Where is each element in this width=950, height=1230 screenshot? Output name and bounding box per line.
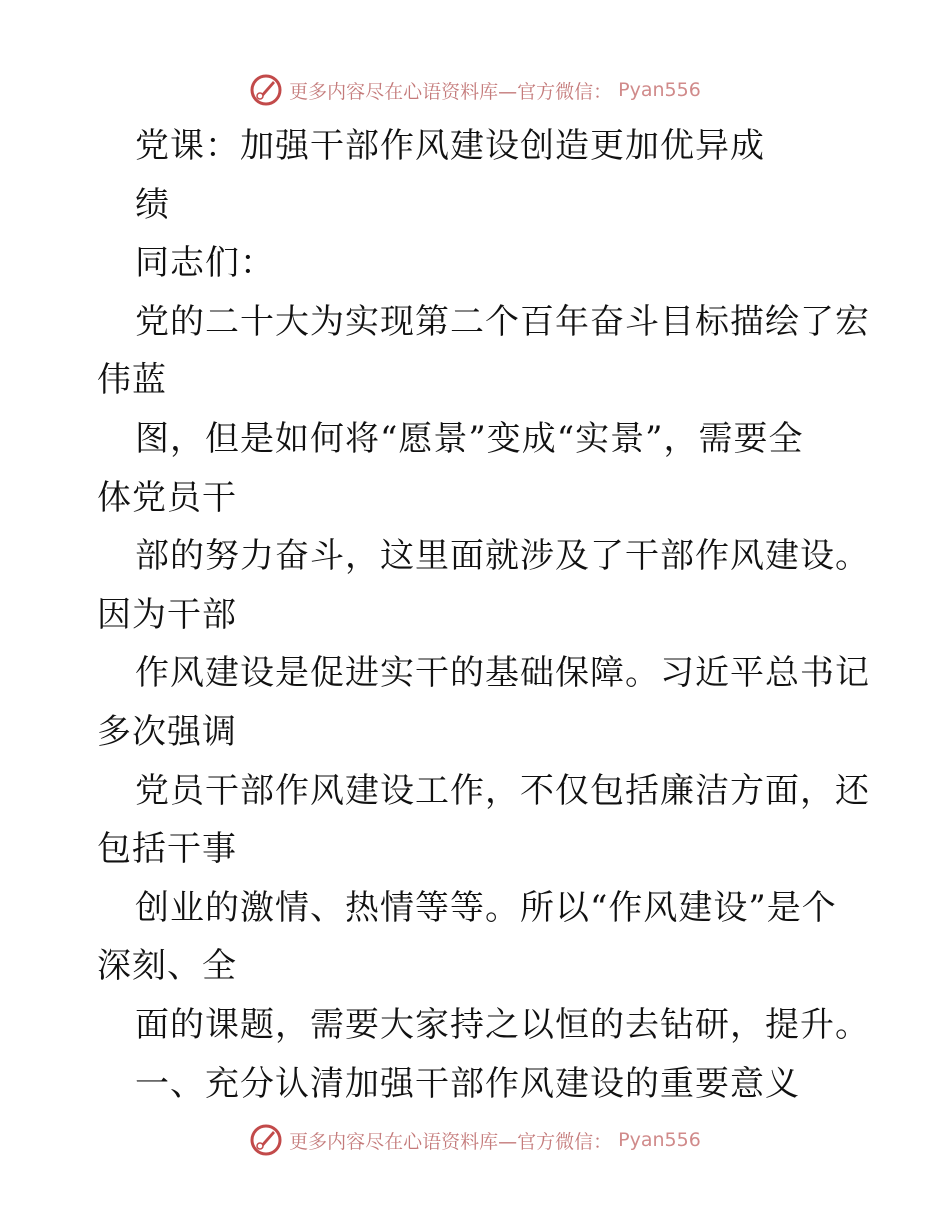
footer-watermark [0, 1120, 950, 1160]
text-line: 党课：加强干部作风建设创造更加优异成 [135, 126, 765, 166]
watermark-wechat-id: Pyan556 [618, 1129, 701, 1151]
text-line: 多次强调 [97, 711, 237, 752]
quill-seal-icon [249, 1123, 283, 1157]
text-line: 体党员干 [97, 477, 237, 518]
text-line: 部的努力奋斗，这里面就涉及了干部作风建设。 [135, 536, 870, 577]
text-line: 深刻、全 [97, 946, 237, 987]
text-line: 同志们： [135, 243, 275, 284]
quill-seal-icon [249, 73, 283, 107]
text-line: 党的二十大为实现第二个百年奋斗目标描绘了宏 [135, 301, 870, 342]
text-line: 党员干部作风建设工作，不仅包括廉洁方面，还 [135, 770, 870, 811]
header-watermark [0, 70, 950, 110]
text-line: 作风建设是促进实干的基础保障。习近平总书记 [135, 653, 870, 694]
text-line: 绩 [135, 184, 170, 225]
watermark-wechat-id: Pyan556 [618, 79, 701, 101]
text-line: 创业的激情、热情等等。所以“作风建设”是个 [135, 887, 837, 928]
watermark-text: 更多内容尽在心语资料库—官方微信： [289, 1130, 613, 1153]
text-line: 一、充分认清加强干部作风建设的重要意义 [135, 1063, 800, 1104]
document-body [97, 117, 870, 1113]
text-line: 因为干部 [97, 594, 237, 635]
text-line: 包括干事 [97, 829, 237, 870]
watermark-text: 更多内容尽在心语资料库—官方微信： [289, 80, 613, 103]
text-line: 伟蓝 [97, 360, 167, 401]
text-line: 图，但是如何将“愿景”变成“实景”，需要全 [135, 418, 804, 459]
text-line: 面的课题，需要大家持之以恒的去钻研，提升。 [135, 1004, 870, 1045]
